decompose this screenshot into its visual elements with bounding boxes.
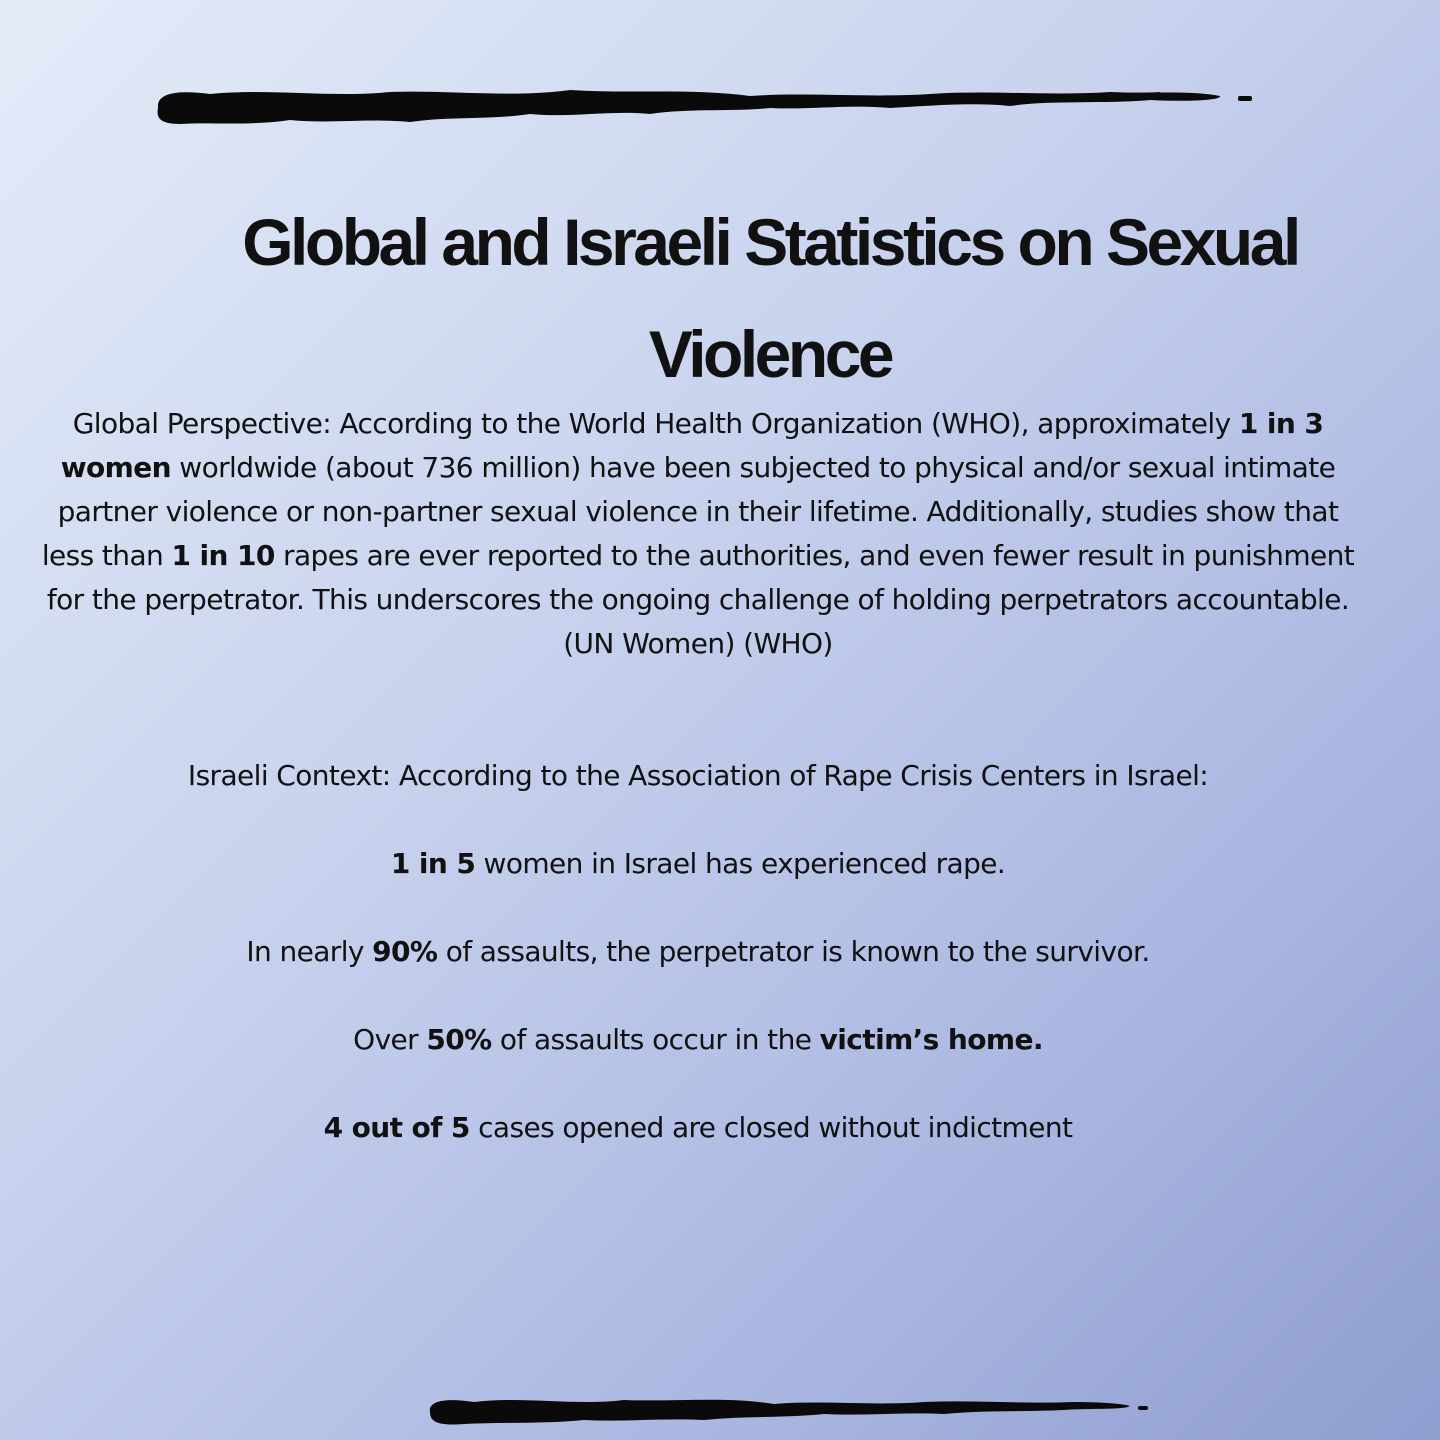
statistic-text: cases opened are closed without indictment [469,1111,1073,1144]
statistic-highlight: 4 out of 5 [323,1111,470,1144]
statistic-line [40,842,1356,886]
statistic-text: of assaults, the perpetrator is known to the survivor. [437,935,1150,968]
statistic-text: of assaults occur in the [491,1023,820,1056]
israeli-context-paragraph: Israeli Context: According to the Association of Rape Crisis Centers in Israel: [187,759,1209,792]
statistic-text: women in Israel has experienced rape. [475,847,1006,880]
global-perspective-paragraph [40,402,1356,666]
brush-stroke-bottom-decoration [424,1388,1154,1432]
statistic-line [40,930,1356,974]
statistic-highlight: victim’s home. [819,1023,1043,1056]
brush-stroke-top-decoration [150,78,1260,134]
global-text-part: worldwide (about 736 million) have been subjected to physical and/or sexual intimate partner violence or non-partner sexual violence in their lifetime. Additionally, studies show that less than [41,451,1339,572]
statistic-line [40,1018,1356,1062]
statistic-highlight: 1 in 5 [390,847,476,880]
global-highlight: 1 in 10 [171,539,275,572]
statistic-text: In nearly [246,935,373,968]
statistic-line [40,1106,1356,1150]
statistic-highlight: 90% [372,935,438,968]
global-text-part: Global Perspective: According to the World Health Organization (WHO), approximately [72,407,1239,440]
global-highlight: 1 in 3 women [60,407,1324,484]
page-title: Global and Israeli Statistics on Sexual Violence [242,205,1298,391]
global-text-part: rapes are ever reported to the authorities, and even fewer result in punishment for the perpetrator. This underscores the ongoing challenge of holding perpetrators accountable. (UN Women) (WHO) [46,539,1355,660]
statistic-highlight: 50% [426,1023,492,1056]
statistic-text: Over [353,1023,427,1056]
